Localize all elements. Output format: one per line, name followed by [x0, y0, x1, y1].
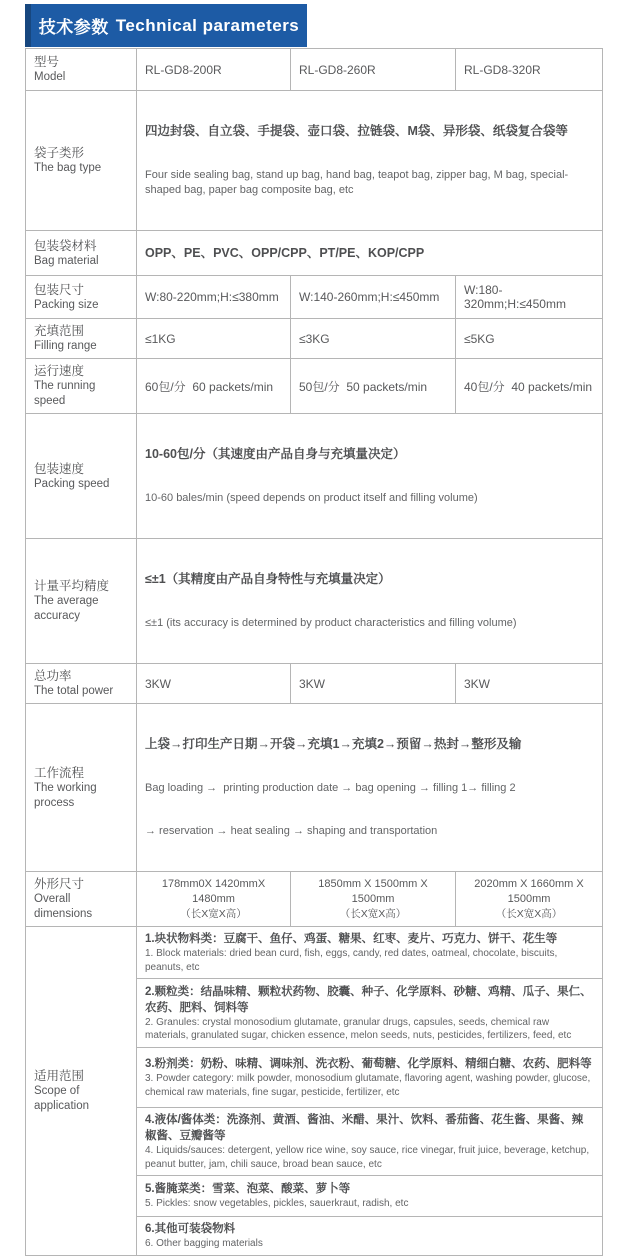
row-packing-size	[26, 276, 603, 319]
model-label-en: Model	[34, 71, 66, 83]
dimensions-label-en: Overall dimensions	[34, 893, 93, 920]
scope-item-5-en: 5. Pickles: snow vegetables, pickles, sauerkraut, radish, etc	[145, 1198, 409, 1210]
filling-range-value-1: ≤1KG	[137, 319, 291, 359]
dimensions-value-1-note: （长X宽X高）	[180, 908, 247, 920]
accuracy-value	[137, 539, 603, 664]
page	[0, 4, 627, 1249]
model-label	[26, 49, 137, 91]
total-power-label-zh: 总功率	[34, 669, 72, 683]
bag-type-value-en: Four side sealing bag, stand up bag, hand bag, teapot bag, zipper bag, M bag, special-shaped bag, paper bag composite bag, etc	[145, 169, 569, 196]
scope-item-3	[137, 1048, 603, 1108]
model-value-2: RL-GD8-260R	[291, 49, 456, 91]
scope-item-2-en: 2. Granules: crystal monosodium glutamate, granular drugs, capsules, seeds, chemical raw materials, granulated sugar, chicken essence, melon seeds, nuts, pesticides, fertilizers, feed, etc	[145, 1016, 572, 1041]
bag-material-label	[26, 231, 137, 276]
dimensions-value-1	[137, 872, 291, 927]
working-process-value-zh: 上袋→打印生产日期→开袋→充填1→充填2→预留→热封→整形及输	[145, 737, 522, 751]
row-total-power	[26, 664, 603, 704]
working-process-label-zh: 工作流程	[34, 765, 85, 780]
dimensions-value-2-size: 1850mm X 1500mm X 1500mm	[318, 878, 428, 905]
bag-material-label-zh: 包装袋材料	[34, 238, 97, 253]
total-power-label	[26, 664, 137, 704]
working-process-value	[137, 704, 603, 872]
bag-material-label-en: Bag material	[34, 254, 99, 267]
bag-type-value	[137, 91, 603, 231]
scope-label-zh: 适用范围	[34, 1068, 85, 1083]
dimensions-value-3	[456, 872, 603, 927]
bag-type-label	[26, 91, 137, 231]
accuracy-value-en: ≤±1 (its accuracy is determined by product characteristics and filling volume)	[145, 617, 517, 629]
filling-range-value-2: ≤3KG	[291, 319, 456, 359]
row-bag-type	[26, 91, 603, 231]
bag-material-value: OPP、PE、PVC、OPP/CPP、PT/PE、KOP/CPP	[137, 231, 603, 276]
dimensions-value-2-note: （长X宽X高）	[339, 908, 407, 920]
filling-range-label	[26, 319, 137, 359]
scope-item-1-zh: 1.块状物料类：豆腐干、鱼仔、鸡蛋、糖果、红枣、麦片、巧克力、饼干、花生等	[145, 933, 558, 945]
packing-size-label-en: Packing size	[34, 298, 99, 311]
scope-item-2	[137, 979, 603, 1048]
scope-item-6-zh: 6.其他可装袋物料	[145, 1223, 236, 1235]
filling-range-label-zh: 充填范围	[34, 324, 85, 338]
total-power-value-2: 3KW	[291, 664, 456, 704]
total-power-value-1: 3KW	[137, 664, 291, 704]
scope-item-1-en: 1. Block materials: dried bean curd, fish, eggs, candy, red dates, oatmeal, chocolate, biscuits, peanuts, etc	[145, 948, 558, 973]
total-power-value-3: 3KW	[456, 664, 603, 704]
working-process-value-en-1: Bag loading → printing production date → bag opening → filling 1→ filling 2	[145, 782, 516, 794]
running-speed-value-2: 50包/分 50 packets/min	[291, 359, 456, 414]
page-title	[25, 4, 307, 47]
bag-type-label-zh: 袋子类形	[34, 146, 85, 160]
row-running-speed	[26, 359, 603, 414]
working-process-value-en-2: → reservation → heat sealing → shaping and transportation	[145, 825, 438, 837]
dimensions-value-3-size: 2020mm X 1660mm X 1500mm	[474, 878, 584, 905]
running-speed-label	[26, 359, 137, 414]
row-overall-dimensions	[26, 872, 603, 927]
total-power-label-en: The total power	[34, 685, 114, 697]
packing-speed-label-en: Packing speed	[34, 477, 110, 490]
row-average-accuracy	[26, 539, 603, 664]
packing-speed-value-en: 10-60 bales/min (speed depends on product itself and filling volume)	[145, 492, 478, 504]
packing-size-value-3: W:180-320mm;H:≤450mm	[456, 276, 603, 319]
dimensions-value-2	[291, 872, 456, 927]
packing-speed-label	[26, 414, 137, 539]
row-model	[26, 49, 603, 91]
scope-item-1	[137, 927, 603, 979]
row-scope-item-1	[26, 927, 603, 979]
filling-range-value-3: ≤5KG	[456, 319, 603, 359]
scope-label-en: Scope of application	[34, 1084, 89, 1112]
running-speed-label-en: The running speed	[34, 380, 96, 407]
working-process-label-en: The working process	[34, 781, 97, 809]
scope-item-3-zh: 3.粉剂类：奶粉、味精、调味剂、洗衣粉、葡萄糖、化学原料、精细白糖、农药、肥料等	[145, 1058, 592, 1070]
bag-type-value-zh: 四边封袋、自立袋、手提袋、壶口袋、拉链袋、M袋、异形袋、纸袋复合袋等	[145, 124, 568, 138]
packing-speed-label-zh: 包装速度	[34, 461, 85, 476]
accuracy-label-zh: 计量平均精度	[34, 579, 110, 593]
model-value-3: RL-GD8-320R	[456, 49, 603, 91]
accuracy-label	[26, 539, 137, 664]
packing-size-label	[26, 276, 137, 319]
running-speed-value-3: 40包/分 40 packets/min	[456, 359, 603, 414]
scope-label	[26, 927, 137, 1256]
packing-size-label-zh: 包装尺寸	[34, 282, 85, 297]
dimensions-value-3-note: （长X宽X高）	[495, 908, 563, 920]
accuracy-label-en: The average accuracy	[34, 595, 99, 622]
packing-size-value-2: W:140-260mm;H:≤450mm	[291, 276, 456, 319]
dimensions-label	[26, 872, 137, 927]
row-filling-range	[26, 319, 603, 359]
model-label-zh: 型号	[34, 55, 60, 69]
spec-table	[25, 48, 603, 1256]
packing-speed-value-zh: 10-60包/分（其速度由产品自身与充填量决定）	[145, 447, 406, 461]
filling-range-label-en: Filling range	[34, 340, 97, 352]
running-speed-label-zh: 运行速度	[34, 364, 85, 378]
dimensions-value-1-size: 178mm0X 1420mmX 1480mm	[161, 878, 266, 905]
scope-item-3-en: 3. Powder category: milk powder, monosodium glutamate, flavoring agent, washing powder, glucose, chemical raw materials, fine sugar, pesticide, fertilizer, etc	[145, 1073, 591, 1098]
packing-speed-value	[137, 414, 603, 539]
model-value-1: RL-GD8-200R	[137, 49, 291, 91]
scope-item-4	[137, 1108, 603, 1176]
scope-item-5	[137, 1176, 603, 1217]
scope-item-4-en: 4. Liquids/sauces: detergent, yellow rice wine, soy sauce, rice vinegar, fruit juice, beverage, ketchup, peanut butter, jam, chili sauce, broad bean sauce, etc	[145, 1145, 590, 1170]
scope-item-5-zh: 5.酱腌菜类：雪菜、泡菜、酸菜、萝卜等	[145, 1183, 351, 1196]
row-packing-speed	[26, 414, 603, 539]
scope-item-6-en: 6. Other bagging materials	[145, 1238, 263, 1249]
page-title-en: Technical parameters	[115, 15, 300, 35]
scope-item-6	[137, 1217, 603, 1256]
packing-size-value-1: W:80-220mm;H:≤380mm	[137, 276, 291, 319]
scope-item-2-zh: 2.颗粒类：结晶味精、颗粒状药物、胶囊、种子、化学原料、砂糖、鸡精、瓜子、果仁、农药、肥料、饲料等	[145, 985, 592, 1014]
bag-type-label-en: The bag type	[34, 162, 102, 174]
scope-item-4-zh: 4.液体/酱体类：洗涤剂、黄酒、酱油、米醋、果汁、饮料、番茄酱、花生酱、果酱、辣椒酱、豆瓣酱等	[145, 1114, 584, 1142]
row-working-process	[26, 704, 603, 872]
page-title-zh: 技术参数	[38, 18, 109, 37]
working-process-label	[26, 704, 137, 872]
row-bag-material	[26, 231, 603, 276]
running-speed-value-1: 60包/分 60 packets/min	[137, 359, 291, 414]
dimensions-label-zh: 外形尺寸	[34, 877, 85, 891]
accuracy-value-zh: ≤±1（其精度由产品自身特性与充填量决定）	[145, 572, 391, 586]
